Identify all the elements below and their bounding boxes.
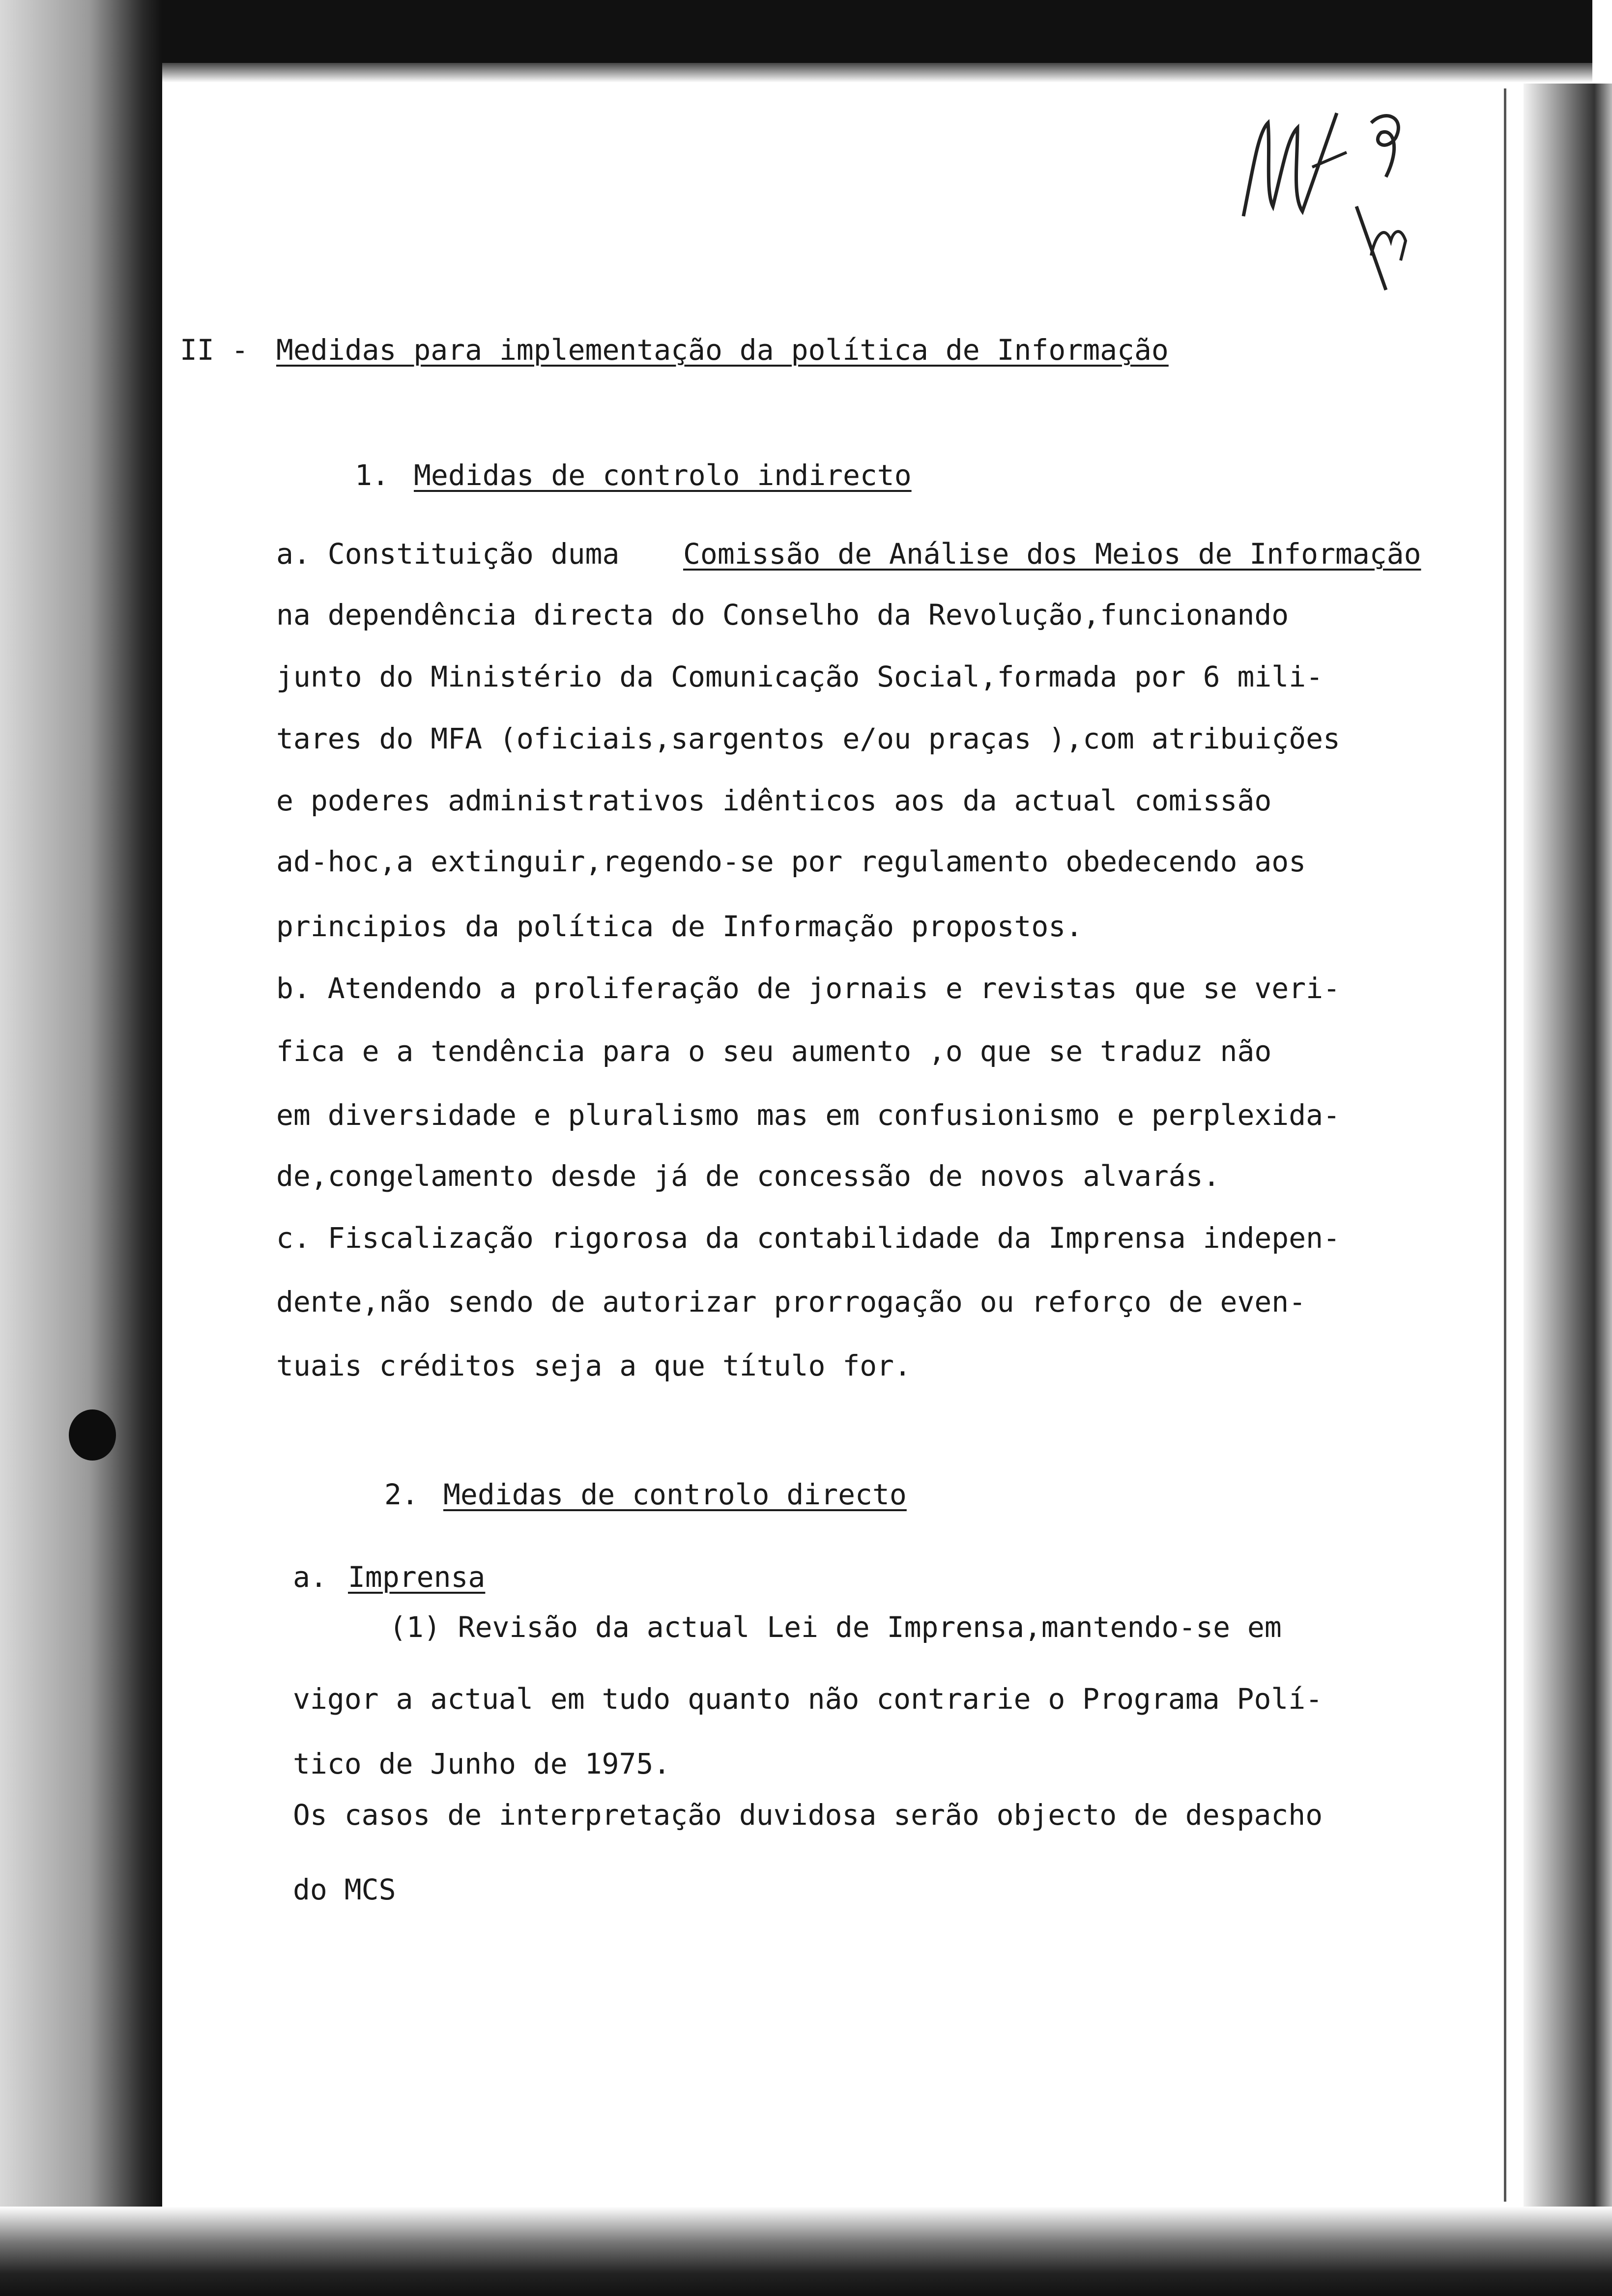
text-line: na dependência directa do Conselho da Revolução,funcionando — [276, 598, 1289, 631]
text-line: dente,não sendo de autorizar prorrogação ou reforço de even- — [276, 1285, 1306, 1319]
paragraph-a-commission-name: Comissão de Análise dos Meios de Informação — [683, 537, 1421, 571]
scan-border-bottom — [0, 2207, 1612, 2296]
text-line: tico de Junho de 1975. — [293, 1747, 671, 1780]
handwritten-initials-mark — [1224, 93, 1430, 305]
scan-border-right — [1524, 84, 1612, 2295]
paragraph-c-start: c. Fiscalização rigorosa da contabilidade da Imprensa indepen- — [276, 1221, 1340, 1255]
scan-border-top — [0, 0, 1592, 63]
text-line: (1) Revisão da actual Lei de Imprensa,mantendo-se em — [389, 1610, 1282, 1644]
paragraph-b-start: b. Atendendo a proliferação de jornais e revistas que se veri- — [276, 972, 1340, 1005]
text-line: principios da política de Informação propostos. — [276, 910, 1083, 943]
text-line: junto do Ministério da Comunicação Social,formada por 6 mili- — [276, 660, 1324, 693]
section-numeral: II - — [180, 333, 249, 367]
subsection-1-number: 1. — [355, 459, 389, 492]
paragraph-a-start: a. Constituição duma — [276, 537, 637, 571]
subsection-2-title: Medidas de controlo directo — [443, 1478, 907, 1511]
text-line: de,congelamento desde já de concessão de novos alvarás. — [276, 1159, 1220, 1193]
text-line: e poderes administrativos idênticos aos da actual comissão — [276, 784, 1272, 817]
text-line: ad-hoc,a extinguir,regendo-se por regulamento obedecendo aos — [276, 845, 1306, 878]
text-line: do MCS — [293, 1873, 396, 1906]
punch-hole — [69, 1409, 116, 1461]
subsection-2a-prefix: a. — [293, 1560, 327, 1594]
section-title: Medidas para implementação da política de Informação — [276, 333, 1169, 367]
text-line: fica e a tendência para o seu aumento ,o que se traduz não — [276, 1034, 1272, 1068]
text-line: vigor a actual em tudo quanto não contrarie o Programa Polí- — [293, 1682, 1323, 1716]
text-line: Os casos de interpretação duvidosa serão objecto de despacho — [293, 1798, 1323, 1832]
text-line: tares do MFA (oficiais,sargentos e/ou praças ),com atribuições — [276, 722, 1340, 755]
scan-shadow-top — [0, 63, 1592, 83]
scan-edge-line — [1504, 88, 1506, 2202]
subsection-2-number: 2. — [384, 1478, 419, 1511]
subsection-2a-title: Imprensa — [348, 1560, 486, 1594]
scan-border-left — [0, 0, 162, 2296]
text-line: em diversidade e pluralismo mas em confusionismo e perplexida- — [276, 1098, 1340, 1132]
subsection-1-title: Medidas de controlo indirecto — [414, 459, 912, 492]
text-line: tuais créditos seja a que título for. — [276, 1349, 912, 1382]
